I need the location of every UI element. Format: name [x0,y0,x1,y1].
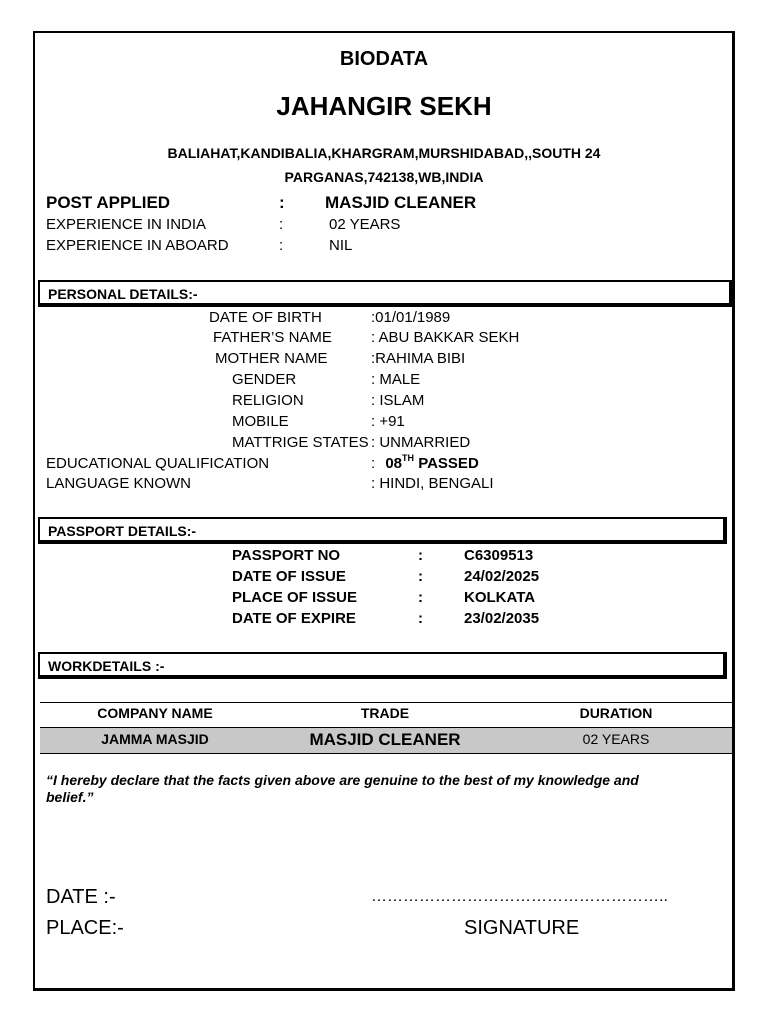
experience-abroad-label: EXPERIENCE IN ABOARD [46,237,229,254]
work-col-duration: DURATION [579,705,653,721]
address-line-1: BALIAHAT,KANDIBALIA,KHARGRAM,MURSHIDABAD,,SOUTH 24 [167,145,601,161]
passport-no-separator: : [418,547,423,564]
declaration-line-2: belief.” [46,789,94,805]
dob-value: :01/01/1989 [371,309,451,326]
experience-india-label: EXPERIENCE IN INDIA [46,216,207,233]
experience-india-value: 02 YEARS [329,216,401,233]
languages-value: : HINDI, BENGALI [371,475,494,492]
date-of-expire-label: DATE OF EXPIRE [232,610,356,627]
place-of-issue-separator: : [418,589,423,606]
post-applied-separator: : [279,193,285,212]
mother-name-value: :RAHIMA BIBI [371,350,466,367]
date-of-issue-label: DATE OF ISSUE [232,568,346,585]
marital-status-value: : UNMARRIED [371,434,471,451]
work-table-top-rule [40,702,732,703]
experience-abroad-value: NIL [329,237,353,254]
education-value [371,455,479,472]
post-applied-label: POST APPLIED [46,193,171,212]
place-of-issue-value: KOLKATA [464,589,536,606]
passport-no-label: PASSPORT NO [232,547,341,564]
father-name-value: : ABU BAKKAR SEKH [371,329,520,346]
dob-label: DATE OF BIRTH [209,309,322,326]
education-status: PASSED [418,455,479,472]
education-label: EDUCATIONAL QUALIFICATION [46,455,270,472]
religion-label: RELIGION [232,392,304,409]
gender-label: GENDER [232,371,297,388]
work-company-value: JAMMA MASJID [101,731,209,747]
work-details-header [38,652,727,679]
date-label: DATE :- [46,886,116,908]
post-applied-value: MASJID CLEANER [325,193,477,212]
religion-value: : ISLAM [371,392,425,409]
place-of-issue-label: PLACE OF ISSUE [232,589,358,606]
languages-label: LANGUAGE KNOWN [46,475,192,492]
work-col-trade: TRADE [360,705,410,721]
place-label: PLACE:- [46,917,124,939]
passport-no-value: C6309513 [464,547,534,564]
education-separator: : [371,455,376,472]
document-title: BIODATA [339,48,429,70]
experience-india-separator: : [279,216,284,233]
address-line-2: PARGANAS,742138,WB,INDIA [284,169,484,185]
signature-line: ……………………………………………….. [371,888,668,905]
marital-status-label: MATTRIGE STATES [232,434,369,451]
personal-details-header [38,280,733,307]
work-trade-value: MASJID CLEANER [309,730,461,749]
work-duration-value: 02 YEARS [582,731,650,747]
experience-abroad-separator: : [279,237,284,254]
father-name-label: FATHER’S NAME [213,329,332,346]
passport-details-heading: PASSPORT DETAILS:- [48,523,197,539]
declaration-line-1: “I hereby declare that the facts given above are genuine to the best of my knowledge and [46,772,639,788]
work-col-company: COMPANY NAME [97,705,213,721]
personal-details-heading: PERSONAL DETAILS:- [48,286,198,302]
signature-label: SIGNATURE [464,917,580,939]
education-grade-suffix: TH [402,453,415,463]
mobile-value: : +91 [371,413,405,430]
gender-value: : MALE [371,371,421,388]
applicant-name: JAHANGIR SEKH [276,91,492,121]
date-of-expire-separator: : [418,610,423,627]
mobile-label: MOBILE [232,413,289,430]
work-details-heading: WORKDETAILS :- [48,658,165,674]
mother-name-label: MOTHER NAME [215,350,328,367]
date-of-issue-value: 24/02/2025 [464,568,540,585]
passport-details-header [38,517,727,544]
education-grade: 08 [385,455,403,472]
date-of-expire-value: 23/02/2035 [464,610,540,627]
date-of-issue-separator: : [418,568,423,585]
